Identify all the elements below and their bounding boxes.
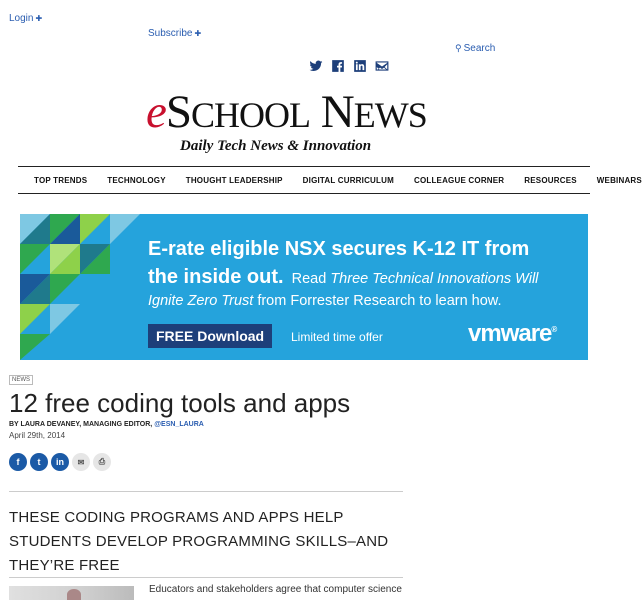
nav-item-resources[interactable]: RESOURCES (524, 175, 577, 185)
site-logo[interactable] (146, 86, 456, 154)
article-image[interactable] (9, 586, 134, 600)
subscribe-link[interactable] (148, 28, 201, 39)
article-intro: Educators and stakeholders agree that computer science (149, 584, 402, 595)
ad-body-text: Read (291, 271, 327, 287)
nav-item-top-trends[interactable]: TOP TRENDS (34, 175, 88, 185)
ad-report-title: Three Technical Innovations Will (330, 271, 539, 287)
search-link[interactable] (455, 43, 495, 54)
logo-news-rest: EWS (353, 95, 427, 135)
share-buttons (9, 453, 111, 471)
nav-item-technology[interactable]: TECHNOLOGY (107, 175, 166, 185)
main-nav (18, 166, 642, 194)
ad-triangle-pattern (20, 214, 140, 360)
author-twitter-handle[interactable]: @ESN_LAURA (154, 421, 204, 428)
nav-item-webinars[interactable]: WEBINARS (596, 175, 642, 185)
article-title: 12 free coding tools and apps (9, 388, 351, 418)
vmware-logo (468, 320, 556, 348)
divider (9, 577, 403, 578)
share-twitter-icon[interactable]: t (30, 453, 48, 471)
ad-body-strong: the inside out. (148, 266, 284, 288)
search-icon: ⚲ (455, 43, 462, 53)
byline-author: BY LAURA DEVANEY, MANAGING EDITOR, (9, 421, 153, 428)
ad-body-text-2: from Forrester Research to learn how. (257, 293, 502, 309)
twitter-icon[interactable] (309, 59, 323, 73)
subscribe-label: Subscribe (148, 28, 193, 39)
login-label: Login (9, 13, 34, 24)
vmware-ad-banner[interactable] (20, 214, 588, 360)
ad-report-title-2: Ignite Zero Trust (148, 293, 254, 309)
nav-item-digital-curriculum[interactable]: DIGITAL CURRICULUM (302, 175, 394, 185)
ad-offer-label: Limited time offer (291, 330, 383, 344)
nav-item-colleague-corner[interactable]: COLLEAGUE CORNER (413, 175, 505, 185)
search-label: Search (463, 43, 496, 54)
logo-school-initial: S (165, 86, 192, 138)
email-icon[interactable] (375, 59, 389, 73)
login-link[interactable] (9, 13, 42, 24)
vmware-trademark: ® (551, 325, 557, 334)
share-linkedin-icon[interactable]: in (51, 453, 69, 471)
article-byline (9, 421, 204, 428)
ad-body (148, 266, 578, 312)
free-download-button[interactable]: FREE Download (148, 324, 272, 348)
vmware-wordmark: vmware (468, 320, 552, 347)
facebook-icon[interactable] (331, 59, 345, 73)
logo-wordmark (146, 86, 456, 138)
plus-icon: ✚ (194, 29, 202, 38)
logo-tagline: Daily Tech News & Innovation (180, 138, 372, 154)
logo-school-rest: CHOOL (191, 95, 311, 135)
divider (9, 491, 403, 492)
logo-e: e (146, 86, 166, 138)
print-icon[interactable]: ⎙ (93, 453, 111, 471)
logo-news-initial: N (320, 86, 354, 138)
article-subheading: THESE CODING PROGRAMS AND APPS HELP STUDENTS DEVELOP PROGRAMMING SKILLS–AND THEY’RE FREE (9, 509, 389, 574)
share-facebook-icon[interactable]: f (9, 453, 27, 471)
share-email-icon[interactable]: ✉ (72, 453, 90, 471)
plus-icon: ✚ (35, 14, 43, 23)
category-badge[interactable]: NEWS (9, 375, 33, 385)
nav-item-thought-leadership[interactable]: THOUGHT LEADERSHIP (185, 175, 283, 185)
ad-headline: E-rate eligible NSX secures K-12 IT from (148, 238, 530, 260)
article-date: April 29th, 2014 (9, 431, 66, 440)
social-links (309, 59, 389, 73)
linkedin-icon[interactable] (353, 59, 367, 73)
